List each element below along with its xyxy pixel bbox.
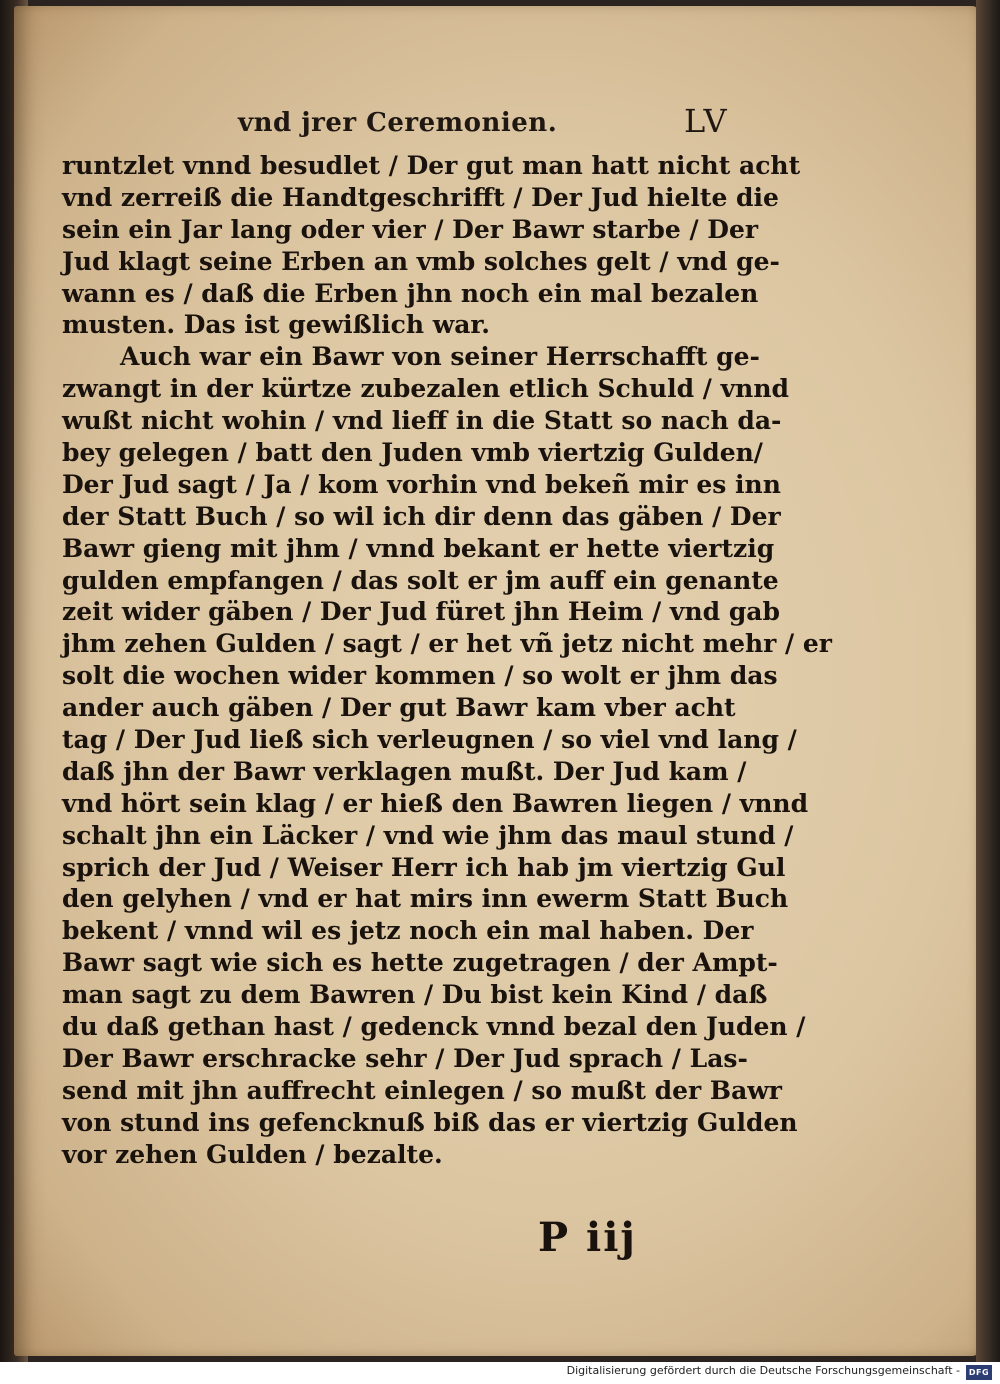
running-title: vnd jrer Ceremonien. bbox=[238, 108, 558, 138]
dfg-logo-icon: DFG bbox=[966, 1365, 992, 1380]
text-line: Der Bawr erschracke sehr / Der Jud sprach / Las- bbox=[62, 1043, 748, 1073]
text-line: tag / Der Jud ließ sich verleugnen / so viel vnd lang / bbox=[62, 725, 797, 755]
text-line: man sagt zu dem Bawren / Du bist kein Kind / daß bbox=[62, 980, 768, 1010]
text-line: vnd zerreiß die Handtgeschrifft / Der Jud hielte die bbox=[62, 182, 779, 212]
text-line: daß jhn der Bawr verklagen mußt. Der Jud kam / bbox=[62, 756, 747, 786]
text-line: gulden empfangen / das solt er jm auff ein genante bbox=[62, 565, 779, 595]
text-line: musten. Das ist gewißlich war. bbox=[62, 310, 491, 340]
digitization-footer bbox=[0, 1362, 1000, 1384]
page-edge bbox=[976, 0, 1000, 1362]
text-line: vor zehen Gulden / bezalte. bbox=[62, 1139, 443, 1169]
text-line: bekent / vnnd wil es jetz noch ein mal haben. Der bbox=[62, 916, 754, 946]
folio-number: LV bbox=[684, 102, 729, 140]
text-line: send mit jhn auffrecht einlegen / so mußt der Bawr bbox=[62, 1075, 782, 1105]
text-line: den gelyhen / vnd er hat mirs inn ewerm Statt Buch bbox=[62, 884, 789, 914]
text-line: zwangt in der kürtze zubezalen etlich Schuld / vnnd bbox=[62, 374, 789, 404]
body-text bbox=[62, 150, 832, 1171]
text-line: Auch war ein Bawr von seiner Herrschafft ge- bbox=[120, 342, 760, 372]
text-line: bey gelegen / batt den Juden vmb viertzig Gulden/ bbox=[62, 438, 763, 468]
text-line: Der Jud sagt / Ja / kom vorhin vnd bekeñ mir es inn bbox=[62, 469, 781, 499]
page-header bbox=[62, 96, 742, 146]
text-line: Bawr gieng mit jhm / vnnd bekant er hette viertzig bbox=[62, 533, 775, 563]
text-line: Bawr sagt wie sich es hette zugetragen / der Ampt- bbox=[62, 948, 778, 978]
text-line: du daß gethan hast / gedenck vnnd bezal den Juden / bbox=[62, 1012, 806, 1042]
text-line: wußt nicht wohin / vnd lieff in die Statt so nach da- bbox=[62, 406, 782, 436]
text-line: der Statt Buch / so wil ich dir denn das gäben / Der bbox=[62, 501, 781, 531]
text-line: runtzlet vnnd besudlet / Der gut man hatt nicht acht bbox=[62, 151, 801, 180]
text-line: sein ein Jar lang oder vier / Der Bawr starbe / Der bbox=[62, 214, 759, 244]
text-line: solt die wochen wider kommen / so wolt er jhm das bbox=[62, 661, 778, 691]
signature-mark: P iij bbox=[538, 1214, 637, 1261]
text-line: wann es / daß die Erben jhn noch ein mal bezalen bbox=[62, 278, 759, 308]
text-line: zeit wider gäben / Der Jud füret jhn Heim / vnd gab bbox=[62, 597, 780, 627]
text-line: Jud klagt seine Erben an vmb solches gelt / vnd ge- bbox=[62, 246, 780, 276]
text-line: ander auch gäben / Der gut Bawr kam vber acht bbox=[62, 693, 736, 723]
text-line: von stund ins gefencknuß biß das er viertzig Gulden bbox=[62, 1107, 798, 1137]
text-line: vnd hört sein klag / er hieß den Bawren liegen / vnnd bbox=[62, 788, 809, 818]
text-line: sprich der Jud / Weiser Herr ich hab jm viertzig Gul bbox=[62, 852, 786, 882]
text-line: jhm zehen Gulden / sagt / er het vñ jetz nicht mehr / er bbox=[62, 629, 832, 659]
text-line: schalt jhn ein Läcker / vnd wie jhm das maul stund / bbox=[62, 820, 794, 850]
funding-credit: Digitalisierung gefördert durch die Deutsche Forschungsgemeinschaft - bbox=[566, 1364, 960, 1377]
